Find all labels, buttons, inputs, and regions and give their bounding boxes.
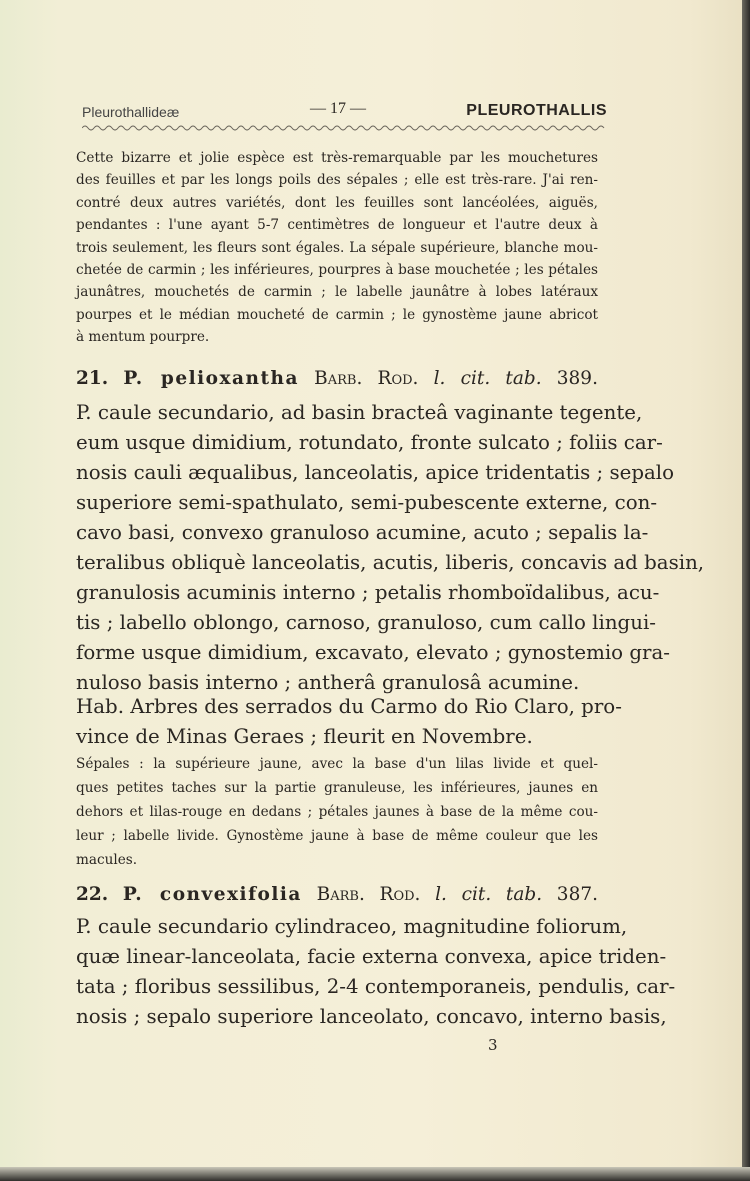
text-line: nosis ; sepalo superiore lanceolato, concavo, interno basis, bbox=[76, 1005, 667, 1028]
species-number: 22. bbox=[76, 884, 109, 905]
text-line: jaunâtres, mouchetés de carmin ; le labelle jaunâtre à lobes latéraux bbox=[76, 284, 598, 301]
text-line: eum usque dimidium, rotundato, fronte sulcato ; foliis car- bbox=[76, 431, 663, 454]
text-line: chetée de carmin ; les inférieures, pourpres à base mouchetée ; les pétales bbox=[76, 262, 598, 279]
text-line: quæ linear-lanceolata, facie externa convexa, apice triden- bbox=[76, 945, 667, 968]
text-line: P. caule secundario, ad basin bracteâ vaginante tegente, bbox=[76, 401, 643, 424]
text-line: dehors et lilas-rouge en dedans ; pétales jaunes à base de la même cou- bbox=[76, 804, 598, 820]
header-genus: PLEUROTHALLIS bbox=[466, 102, 607, 119]
text-line: trois seulement, les fleurs sont égales. La sépale supérieure, blanche mou- bbox=[76, 239, 598, 256]
text-line: pourpes et le médian moucheté de carmin ; le gynostème jaune abricot bbox=[76, 306, 598, 323]
species-21-note bbox=[76, 752, 598, 872]
text-line: teralibus obliquè lanceolatis, acutis, liberis, concavis ad basin, bbox=[76, 551, 705, 574]
text-line: Hab. Arbres des serrados du Carmo do Rio Claro, pro- bbox=[76, 695, 622, 718]
running-header bbox=[82, 100, 607, 124]
text-line: ques petites taches sur la partie granuleuse, les inférieures, jaunes en bbox=[76, 780, 598, 796]
text-line: superiore semi-spathulato, semi-pubescente externe, con- bbox=[76, 491, 658, 514]
species-plate: 387. bbox=[556, 884, 598, 905]
text-line: à mentum pourpre. bbox=[76, 329, 210, 346]
text-line: cavo basi, convexo granuloso acumine, acuto ; sepalis la- bbox=[76, 521, 649, 544]
text-line: nosis cauli æqualibus, lanceolatis, apice tridentatis ; sepalo bbox=[76, 461, 675, 484]
species-21-heading bbox=[76, 364, 598, 394]
species-21-habitat bbox=[76, 692, 622, 752]
page-bottom-edge bbox=[0, 1167, 750, 1181]
species-plate: 389. bbox=[556, 368, 598, 389]
text-line: tis ; labello oblongo, carnoso, granuloso, cum callo lingui- bbox=[76, 611, 656, 634]
signature-mark: 3 bbox=[488, 1036, 498, 1054]
species-name: P. pelioxantha bbox=[123, 368, 299, 389]
species-author: Barb. Rod. bbox=[314, 368, 419, 389]
species-author: Barb. Rod. bbox=[316, 884, 421, 905]
text-line: vince de Minas Geraes ; fleurit en Novembre. bbox=[76, 725, 533, 748]
text-line: macules. bbox=[76, 852, 138, 868]
text-line: des feuilles et par les longs poils des sépales ; elle est très-rare. J'ai ren- bbox=[76, 172, 598, 189]
decorative-wavy-rule bbox=[82, 124, 607, 132]
species-citation: l. cit. tab. bbox=[433, 368, 542, 389]
header-section-name: Pleurothallideæ bbox=[82, 104, 180, 120]
text-line: pendantes : l'une ayant 5-7 centimètres de longueur et l'autre deux à bbox=[76, 217, 598, 234]
text-line: Cette bizarre et jolie espèce est très-remarquable par les mouchetures bbox=[76, 150, 598, 166]
text-line: granulosis acuminis interno ; petalis rhomboïdalibus, acu- bbox=[76, 581, 660, 604]
intro-paragraph bbox=[76, 147, 598, 349]
text-line: tata ; floribus sessilibus, 2-4 contemporaneis, pendulis, car- bbox=[76, 975, 676, 998]
species-21-description bbox=[76, 398, 705, 698]
page-number: — 17 — bbox=[310, 100, 366, 117]
species-22-heading bbox=[76, 880, 598, 910]
species-name: P. convexifolia bbox=[122, 884, 302, 905]
text-line: leur ; labelle livide. Gynostème jaune à base de même couleur que les bbox=[76, 828, 598, 844]
text-line: forme usque dimidium, excavato, elevato ; gynostemio gra- bbox=[76, 641, 670, 664]
species-citation: l. cit. tab. bbox=[435, 884, 543, 905]
book-spine-edge bbox=[742, 0, 750, 1181]
species-22-description bbox=[76, 912, 676, 1032]
text-line: contré deux autres variétés, dont les feuilles sont lancéolées, aiguës, bbox=[76, 194, 598, 211]
text-line: Sépales : la supérieure jaune, avec la base d'un lilas livide et quel- bbox=[76, 756, 598, 772]
species-number: 21. bbox=[76, 368, 109, 389]
text-line: nuloso basis interno ; antherâ granulosâ acumine. bbox=[76, 671, 580, 694]
text-line: P. caule secundario cylindraceo, magnitudine foliorum, bbox=[76, 915, 628, 938]
